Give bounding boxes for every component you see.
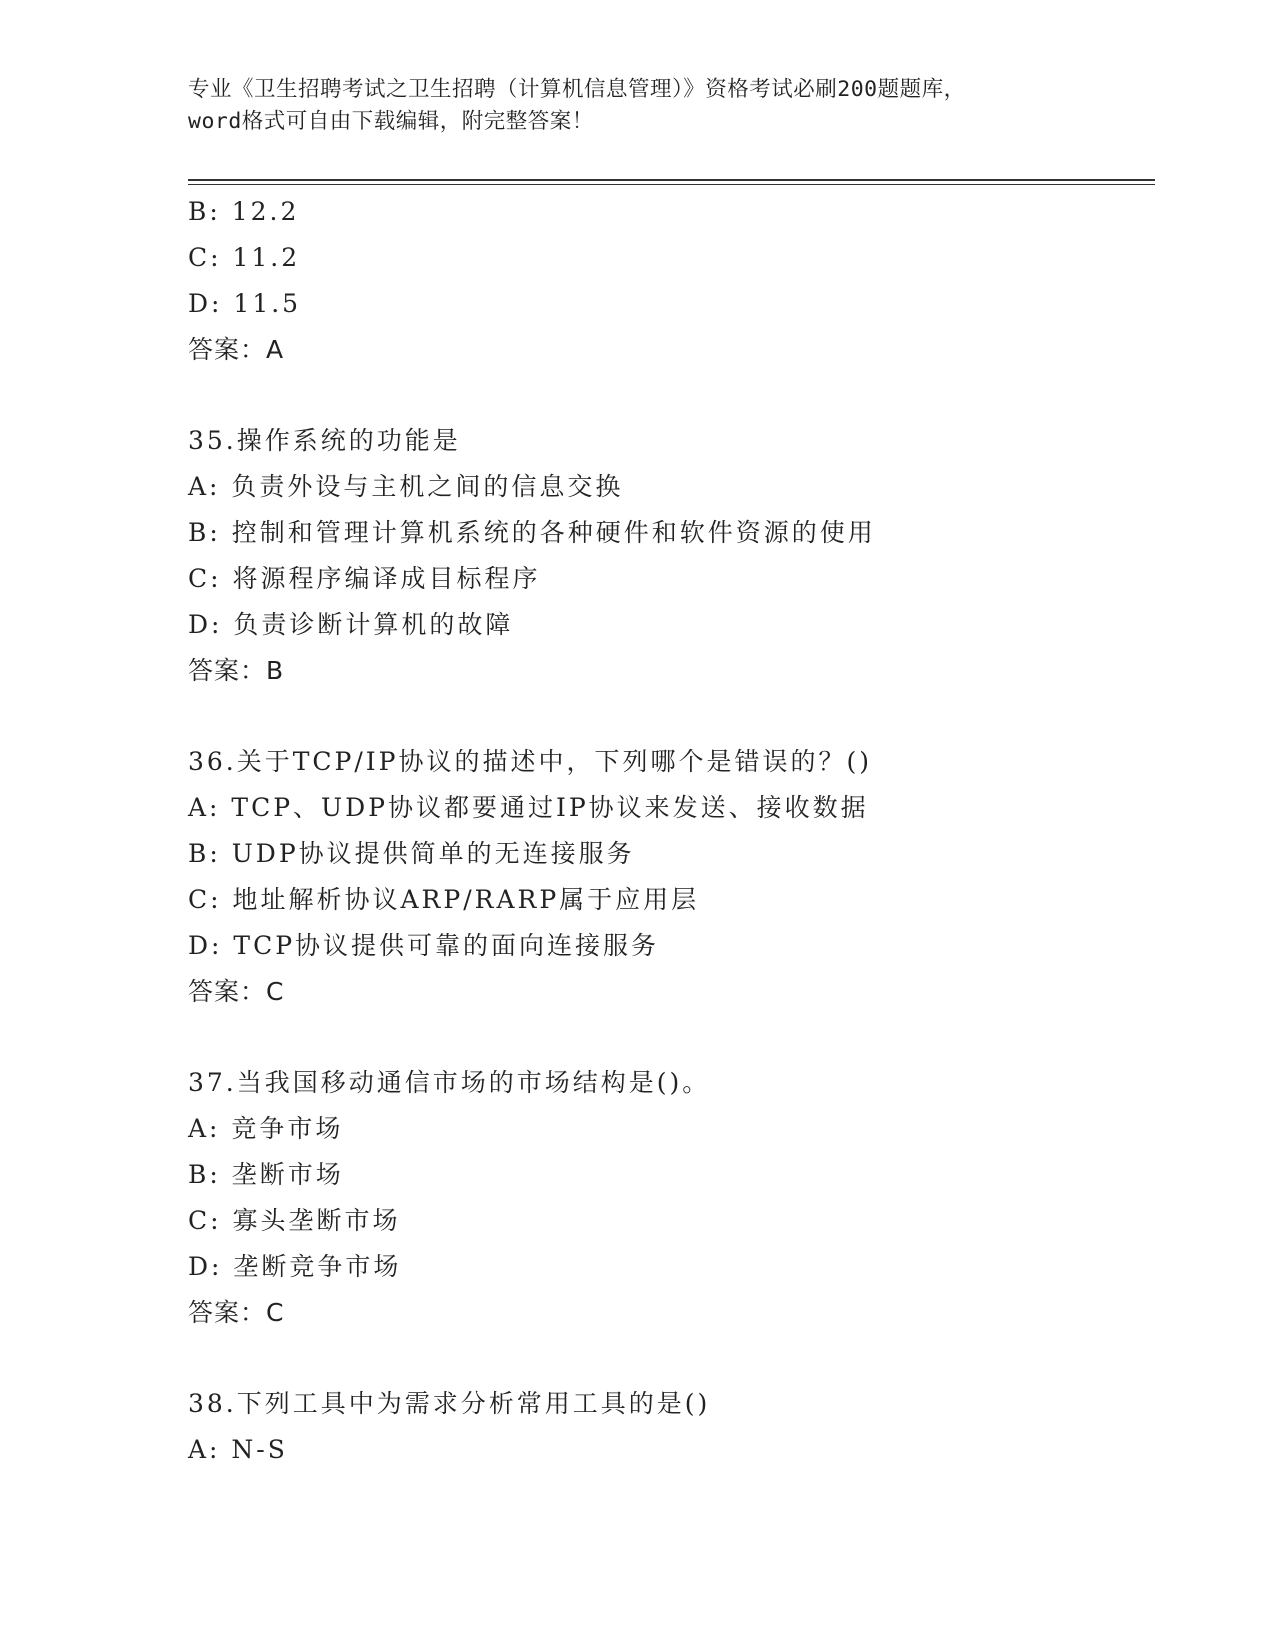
answer-line: 答案：C <box>188 977 285 1006</box>
question-stem: 37.当我国移动通信市场的市场结构是()。 <box>188 1068 711 1097</box>
question-block-continued <box>188 189 1148 373</box>
document-header <box>188 74 1108 138</box>
question-block-36 <box>188 739 1148 1015</box>
question-stem: 35.操作系统的功能是 <box>188 426 461 455</box>
option-line: D: 负责诊断计算机的故障 <box>188 610 514 639</box>
option-line: B: UDP协议提供简单的无连接服务 <box>188 839 635 868</box>
option-line: C: 11.2 <box>188 243 301 272</box>
header-title-line-1: 专业《卫生招聘考试之卫生招聘（计算机信息管理）》资格考试必刷200题题库， <box>188 77 966 102</box>
option-line: A: N-S <box>188 1435 288 1464</box>
option-line: D: 11.5 <box>188 289 302 318</box>
spacer <box>188 373 1148 418</box>
header-title-line-2: word格式可自由下载编辑，附完整答案！ <box>188 109 594 134</box>
option-line: D: 垄断竞争市场 <box>188 1252 402 1281</box>
answer-line: 答案：C <box>188 1298 285 1327</box>
option-line: C: 寡头垄断市场 <box>188 1206 401 1235</box>
option-line: B: 垄断市场 <box>188 1160 344 1189</box>
header-divider-thin <box>188 184 1155 185</box>
option-line: B: 控制和管理计算机系统的各种硬件和软件资源的使用 <box>188 518 876 547</box>
option-line: A: 负责外设与主机之间的信息交换 <box>188 472 624 501</box>
option-line: D: TCP协议提供可靠的面向连接服务 <box>188 931 660 960</box>
option-line: A: 竞争市场 <box>188 1114 344 1143</box>
option-line: B: 12.2 <box>188 197 300 226</box>
question-list <box>188 189 1148 1473</box>
header-divider-thick <box>188 179 1155 181</box>
question-block-35 <box>188 418 1148 694</box>
answer-line: 答案：A <box>188 335 285 364</box>
spacer <box>188 694 1148 739</box>
option-line: C: 将源程序编译成目标程序 <box>188 564 541 593</box>
question-block-38 <box>188 1381 1148 1473</box>
question-stem: 38.下列工具中为需求分析常用工具的是() <box>188 1389 711 1418</box>
option-line: A: TCP、UDP协议都要通过IP协议来发送、接收数据 <box>188 793 869 822</box>
spacer <box>188 1015 1148 1060</box>
spacer <box>188 1336 1148 1381</box>
answer-line: 答案：B <box>188 656 285 685</box>
option-line: C: 地址解析协议ARP/RARP属于应用层 <box>188 885 700 914</box>
question-block-37 <box>188 1060 1148 1336</box>
question-stem: 36.关于TCP/IP协议的描述中，下列哪个是错误的？() <box>188 747 873 776</box>
